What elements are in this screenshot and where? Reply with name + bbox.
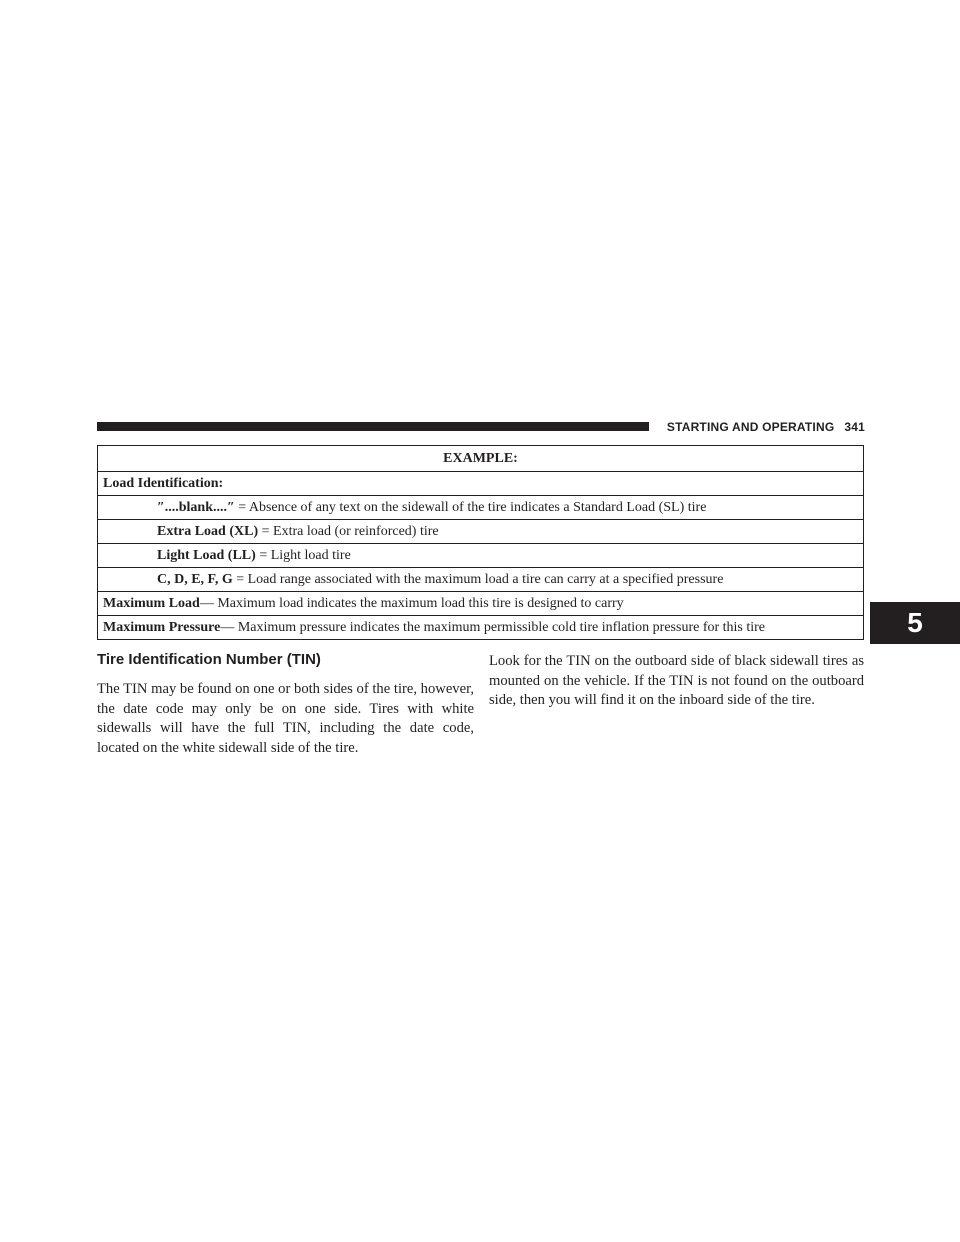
definition: — Maximum load indicates the maximum load this tire is designed to carry [199,596,624,611]
load-identification-label: Load Identification: [98,472,864,496]
load-row-light-load [98,544,864,568]
body-paragraph-left: The TIN may be found on one or both sides of the tire, however, the date code may only be on one side. Tires with white sidewalls will have the full TIN, including the date code, located on the white sidewall side of the tire. [97,681,474,756]
definition: = Light load tire [255,548,351,563]
term: Extra Load (XL) [157,524,259,539]
table-row [98,446,864,472]
load-row-load-range [98,568,864,592]
section-title: STARTING AND OPERATING [666,420,835,434]
table-row [98,472,864,496]
term: Light Load (LL) [157,548,256,563]
term: C, D, E, F, G [157,572,233,587]
chapter-tab: 5 [870,602,960,644]
definition: = Load range associated with the maximum load a tire can carry at a specified pressure [232,572,724,587]
table-row [98,520,864,544]
load-identification-table [97,445,864,640]
definition: — Maximum pressure indicates the maximum permissible cold tire inflation pressure for this tire [220,620,766,635]
term: Maximum Pressure [103,620,221,635]
term: ″....blank....″ [157,500,235,515]
running-header [660,418,865,436]
table-title: EXAMPLE: [98,446,864,472]
table-row [98,568,864,592]
load-row-blank [98,496,864,520]
section-heading: Tire Identification Number (TIN) [97,651,321,668]
page-number: 341 [844,420,865,434]
table-row [98,592,864,616]
max-pressure-row [98,616,864,640]
table-row [98,544,864,568]
table-row [98,496,864,520]
term: Maximum Load [103,596,200,611]
definition: = Absence of any text on the sidewall of the tire indicates a Standard Load (SL) tire [234,500,707,515]
load-row-extra-load [98,520,864,544]
max-load-row [98,592,864,616]
definition: = Extra load (or reinforced) tire [258,524,439,539]
table-row [98,616,864,640]
header-rule [97,422,649,431]
body-paragraph-right: Look for the TIN on the outboard side of black sidewall tires as mounted on the vehicle. If the TIN is not found on the outboard side, then you will find it on the inboard side of the tire. [489,653,864,708]
